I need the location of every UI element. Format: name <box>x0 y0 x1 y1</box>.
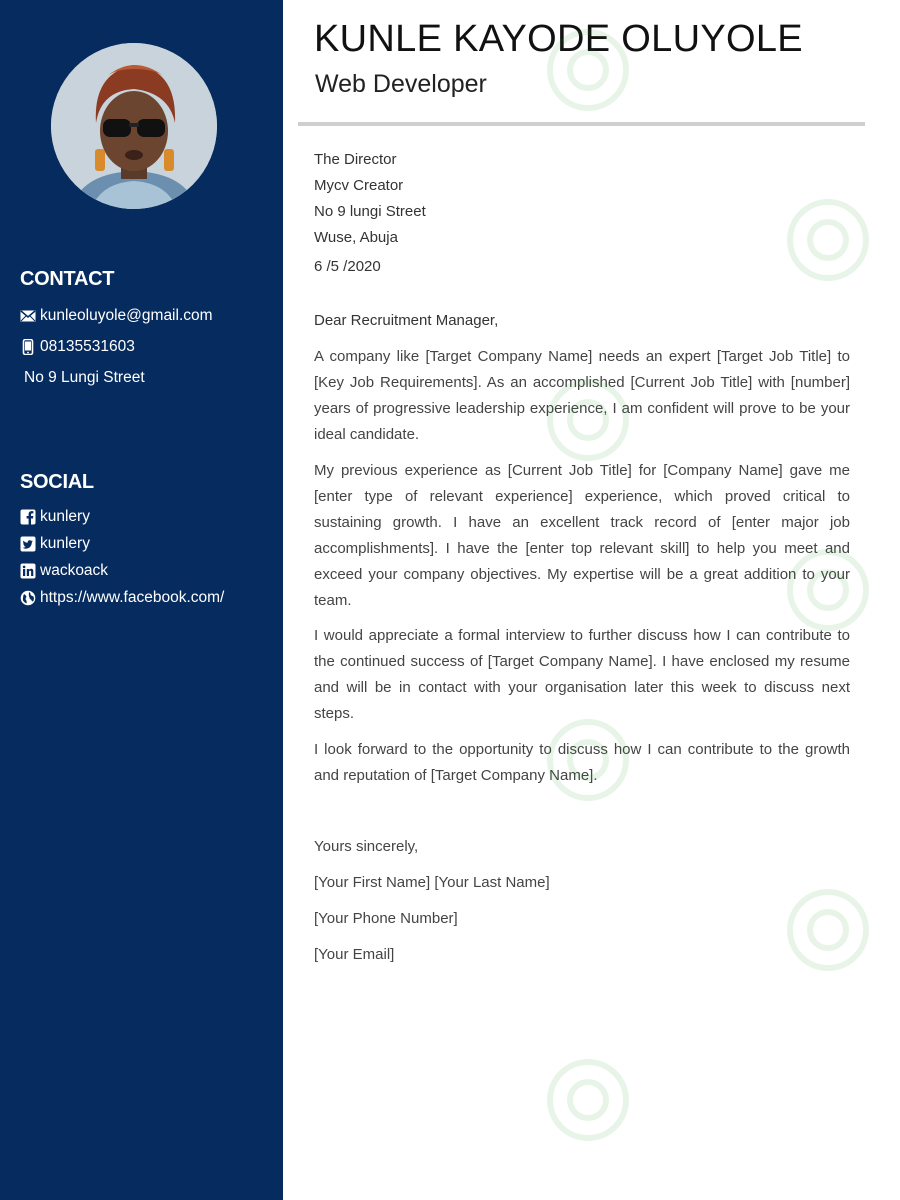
paragraph-4: I look forward to the opportunity to discuss how I can contribute to the growth and reputation of [Target Company Name]. <box>314 741 850 784</box>
globe-icon <box>20 590 36 606</box>
paragraph-2: My previous experience as [Current Job Title] for [Company Name] gave me [enter type of relevant experience] experience, which proved critical to sustaining growth. I have an excellent track record of [enter major job accomplishments]. I have the [enter top relevant skill] to help you meet and exceed your company objectives. My expertise will be a great addition to your team. <box>314 462 850 609</box>
paragraph-3: I would appreciate a formal interview to further discuss how I can contribute to the continued success of [Target Company Name]. I have enclosed my resume and will be in contact with your organisation later this week to discuss next steps. <box>314 627 850 722</box>
twitter-text: kunlery <box>40 535 90 552</box>
social-linkedin[interactable] <box>20 562 108 580</box>
header-divider <box>298 122 865 126</box>
candidate-name: KUNLE KAYODE OLUYOLE <box>314 18 803 60</box>
recipient-line-1: The Director <box>314 151 397 168</box>
linkedin-text: wackoack <box>40 562 109 579</box>
phone-text: 08135531603 <box>40 338 135 355</box>
signature-name: [Your First Name] [Your Last Name] <box>314 874 550 891</box>
envelope-icon <box>20 308 36 324</box>
profile-photo <box>51 43 217 209</box>
candidate-role: Web Developer <box>315 70 487 98</box>
twitter-icon <box>20 536 36 552</box>
website-text: https://www.facebook.com/ <box>40 589 225 606</box>
email-text: kunleoluyole@gmail.com <box>40 307 213 324</box>
linkedin-icon <box>20 563 36 579</box>
letter-date: 6 /5 /2020 <box>314 258 381 275</box>
signature-email: [Your Email] <box>314 946 395 963</box>
contact-heading: CONTACT <box>20 268 115 290</box>
contact-address: No 9 Lungi Street <box>24 369 145 386</box>
closing: Yours sincerely, <box>314 838 419 855</box>
mobile-phone-icon <box>20 339 36 355</box>
facebook-text: kunlery <box>40 508 90 525</box>
social-twitter[interactable] <box>20 535 90 553</box>
social-website[interactable] <box>20 589 224 607</box>
facebook-icon <box>20 509 36 525</box>
social-heading: SOCIAL <box>20 471 94 493</box>
social-facebook[interactable] <box>20 508 90 526</box>
avatar <box>51 43 217 209</box>
recipient-line-2: Mycv Creator <box>314 177 404 194</box>
salutation: Dear Recruitment Manager, <box>314 312 499 329</box>
contact-phone[interactable] <box>20 338 135 356</box>
recipient-line-4: Wuse, Abuja <box>314 229 398 246</box>
recipient-line-3: No 9 lungi Street <box>314 203 426 220</box>
paragraph-1: A company like [Target Company Name] needs an expert [Target Job Title] to [Key Job Requirements]. As an accomplished [Current Job Title] with [number] years of progressive leadership experience, I am confident will prove to be your ideal candidate. <box>314 348 850 443</box>
signature-phone: [Your Phone Number] <box>314 910 458 927</box>
contact-email[interactable] <box>20 307 213 325</box>
sidebar <box>0 0 283 1200</box>
